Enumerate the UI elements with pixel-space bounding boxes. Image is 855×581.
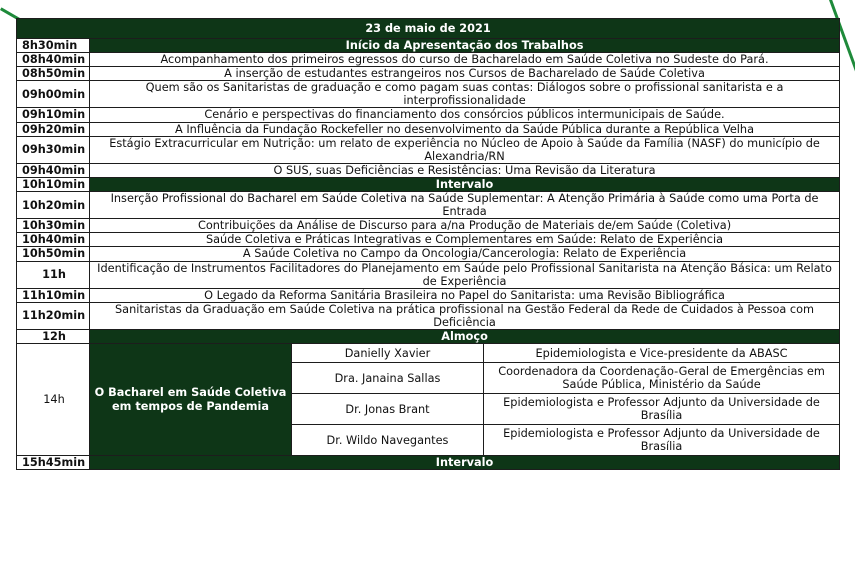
speaker-name: Danielly Xavier — [292, 344, 484, 363]
talk-title: Identificação de Instrumentos Facilitadores do Planejamento em Saúde pelo Profissional Sanitarista na Atenção Básica: um Relato de Experiência — [90, 261, 840, 288]
talk-title: Acompanhamento dos primeiros egressos do curso de Bacharelado em Saúde Coletiva no Sudeste do Pará. — [90, 53, 840, 67]
schedule-time: 11h — [17, 261, 90, 288]
session-heading: Intervalo — [90, 177, 840, 191]
talk-title: A inserção de estudantes estrangeiros nos Cursos de Bacharelado de Saúde Coletiva — [90, 67, 840, 81]
panel-row — [17, 344, 840, 363]
schedule-time: 8h30min — [17, 39, 90, 53]
speaker-role: Epidemiologista e Professor Adjunto da Universidade de Brasília — [484, 394, 840, 425]
panel-time: 14h — [17, 344, 90, 456]
schedule-time: 10h10min — [17, 177, 90, 191]
schedule-row — [17, 81, 840, 108]
schedule-row — [17, 163, 840, 177]
speaker-name: Dr. Jonas Brant — [292, 394, 484, 425]
schedule-row — [17, 122, 840, 136]
schedule-table — [16, 18, 840, 470]
schedule-row — [17, 233, 840, 247]
schedule-row — [17, 302, 840, 329]
talk-title: A Influência da Fundação Rockefeller no desenvolvimento da Saúde Pública durante a República Velha — [90, 122, 840, 136]
schedule-row — [17, 53, 840, 67]
schedule-row — [17, 136, 840, 163]
talk-title: Contribuições da Análise de Discurso para a/na Produção de Materiais de/em Saúde (Coletiva) — [90, 219, 840, 233]
schedule-time: 10h40min — [17, 233, 90, 247]
schedule-time: 09h00min — [17, 81, 90, 108]
break-row — [17, 177, 840, 191]
schedule-time: 10h50min — [17, 247, 90, 261]
talk-title: Saúde Coletiva e Práticas Integrativas e Complementares em Saúde: Relato de Experiência — [90, 233, 840, 247]
speaker-role: Coordenadora da Coordenação-Geral de Emergências em Saúde Pública, Ministério da Saúde — [484, 363, 840, 394]
schedule-time: 10h20min — [17, 192, 90, 219]
talk-title: Inserção Profissional do Bacharel em Saúde Coletiva na Saúde Suplementar: A Atenção Primária à Saúde como uma Porta de Entrada — [90, 192, 840, 219]
schedule-time: 09h20min — [17, 122, 90, 136]
speaker-role: Epidemiologista e Vice-presidente da ABASC — [484, 344, 840, 363]
break-row — [17, 329, 840, 343]
schedule-time: 12h — [17, 329, 90, 343]
schedule-time: 08h40min — [17, 53, 90, 67]
schedule-row — [17, 261, 840, 288]
talk-title: A Saúde Coletiva no Campo da Oncologia/Cancerologia: Relato de Experiência — [90, 247, 840, 261]
schedule-time: 08h50min — [17, 67, 90, 81]
speaker-name: Dra. Janaina Sallas — [292, 363, 484, 394]
speaker-name: Dr. Wildo Navegantes — [292, 425, 484, 456]
talk-title: O SUS, suas Deficiências e Resistências: Uma Revisão da Literatura — [90, 163, 840, 177]
talk-title: Sanitaristas da Graduação em Saúde Coletiva na prática profissional na Gestão Federal da Rede de Cuidados à Pessoa com Deficiência — [90, 302, 840, 329]
schedule-time: 15h45min — [17, 456, 90, 470]
break-row — [17, 456, 840, 470]
schedule-row — [17, 67, 840, 81]
schedule-row — [17, 288, 840, 302]
schedule-frame — [16, 18, 839, 470]
schedule-time: 09h30min — [17, 136, 90, 163]
schedule-row — [17, 192, 840, 219]
session-heading: Início da Apresentação dos Trabalhos — [90, 39, 840, 53]
speaker-role: Epidemiologista e Professor Adjunto da Universidade de Brasília — [484, 425, 840, 456]
talk-title: Estágio Extracurricular em Nutrição: um relato de experiência no Núcleo de Apoio à Saúde da Família (NASF) do município de Alexandria/RN — [90, 136, 840, 163]
schedule-time: 09h40min — [17, 163, 90, 177]
schedule-time: 09h10min — [17, 108, 90, 122]
schedule-row — [17, 108, 840, 122]
schedule-row — [17, 247, 840, 261]
date-header: 23 de maio de 2021 — [17, 19, 840, 39]
schedule-time: 10h30min — [17, 219, 90, 233]
schedule-row — [17, 219, 840, 233]
talk-title: O Legado da Reforma Sanitária Brasileira no Papel do Sanitarista: uma Revisão Bibliográfica — [90, 288, 840, 302]
break-row — [17, 39, 840, 53]
talk-title: Quem são os Sanitaristas de graduação e como pagam suas contas: Diálogos sobre o profissional sanitarista e a interprofissionalidade — [90, 81, 840, 108]
schedule-time: 11h10min — [17, 288, 90, 302]
session-heading: Almoço — [90, 329, 840, 343]
session-heading: Intervalo — [90, 456, 840, 470]
talk-title: Cenário e perspectivas do financiamento dos consórcios públicos intermunicipais de Saúde. — [90, 108, 840, 122]
date-header-row — [17, 19, 840, 39]
schedule-time: 11h20min — [17, 302, 90, 329]
panel-title: O Bacharel em Saúde Coletiva em tempos de Pandemia — [90, 344, 292, 456]
